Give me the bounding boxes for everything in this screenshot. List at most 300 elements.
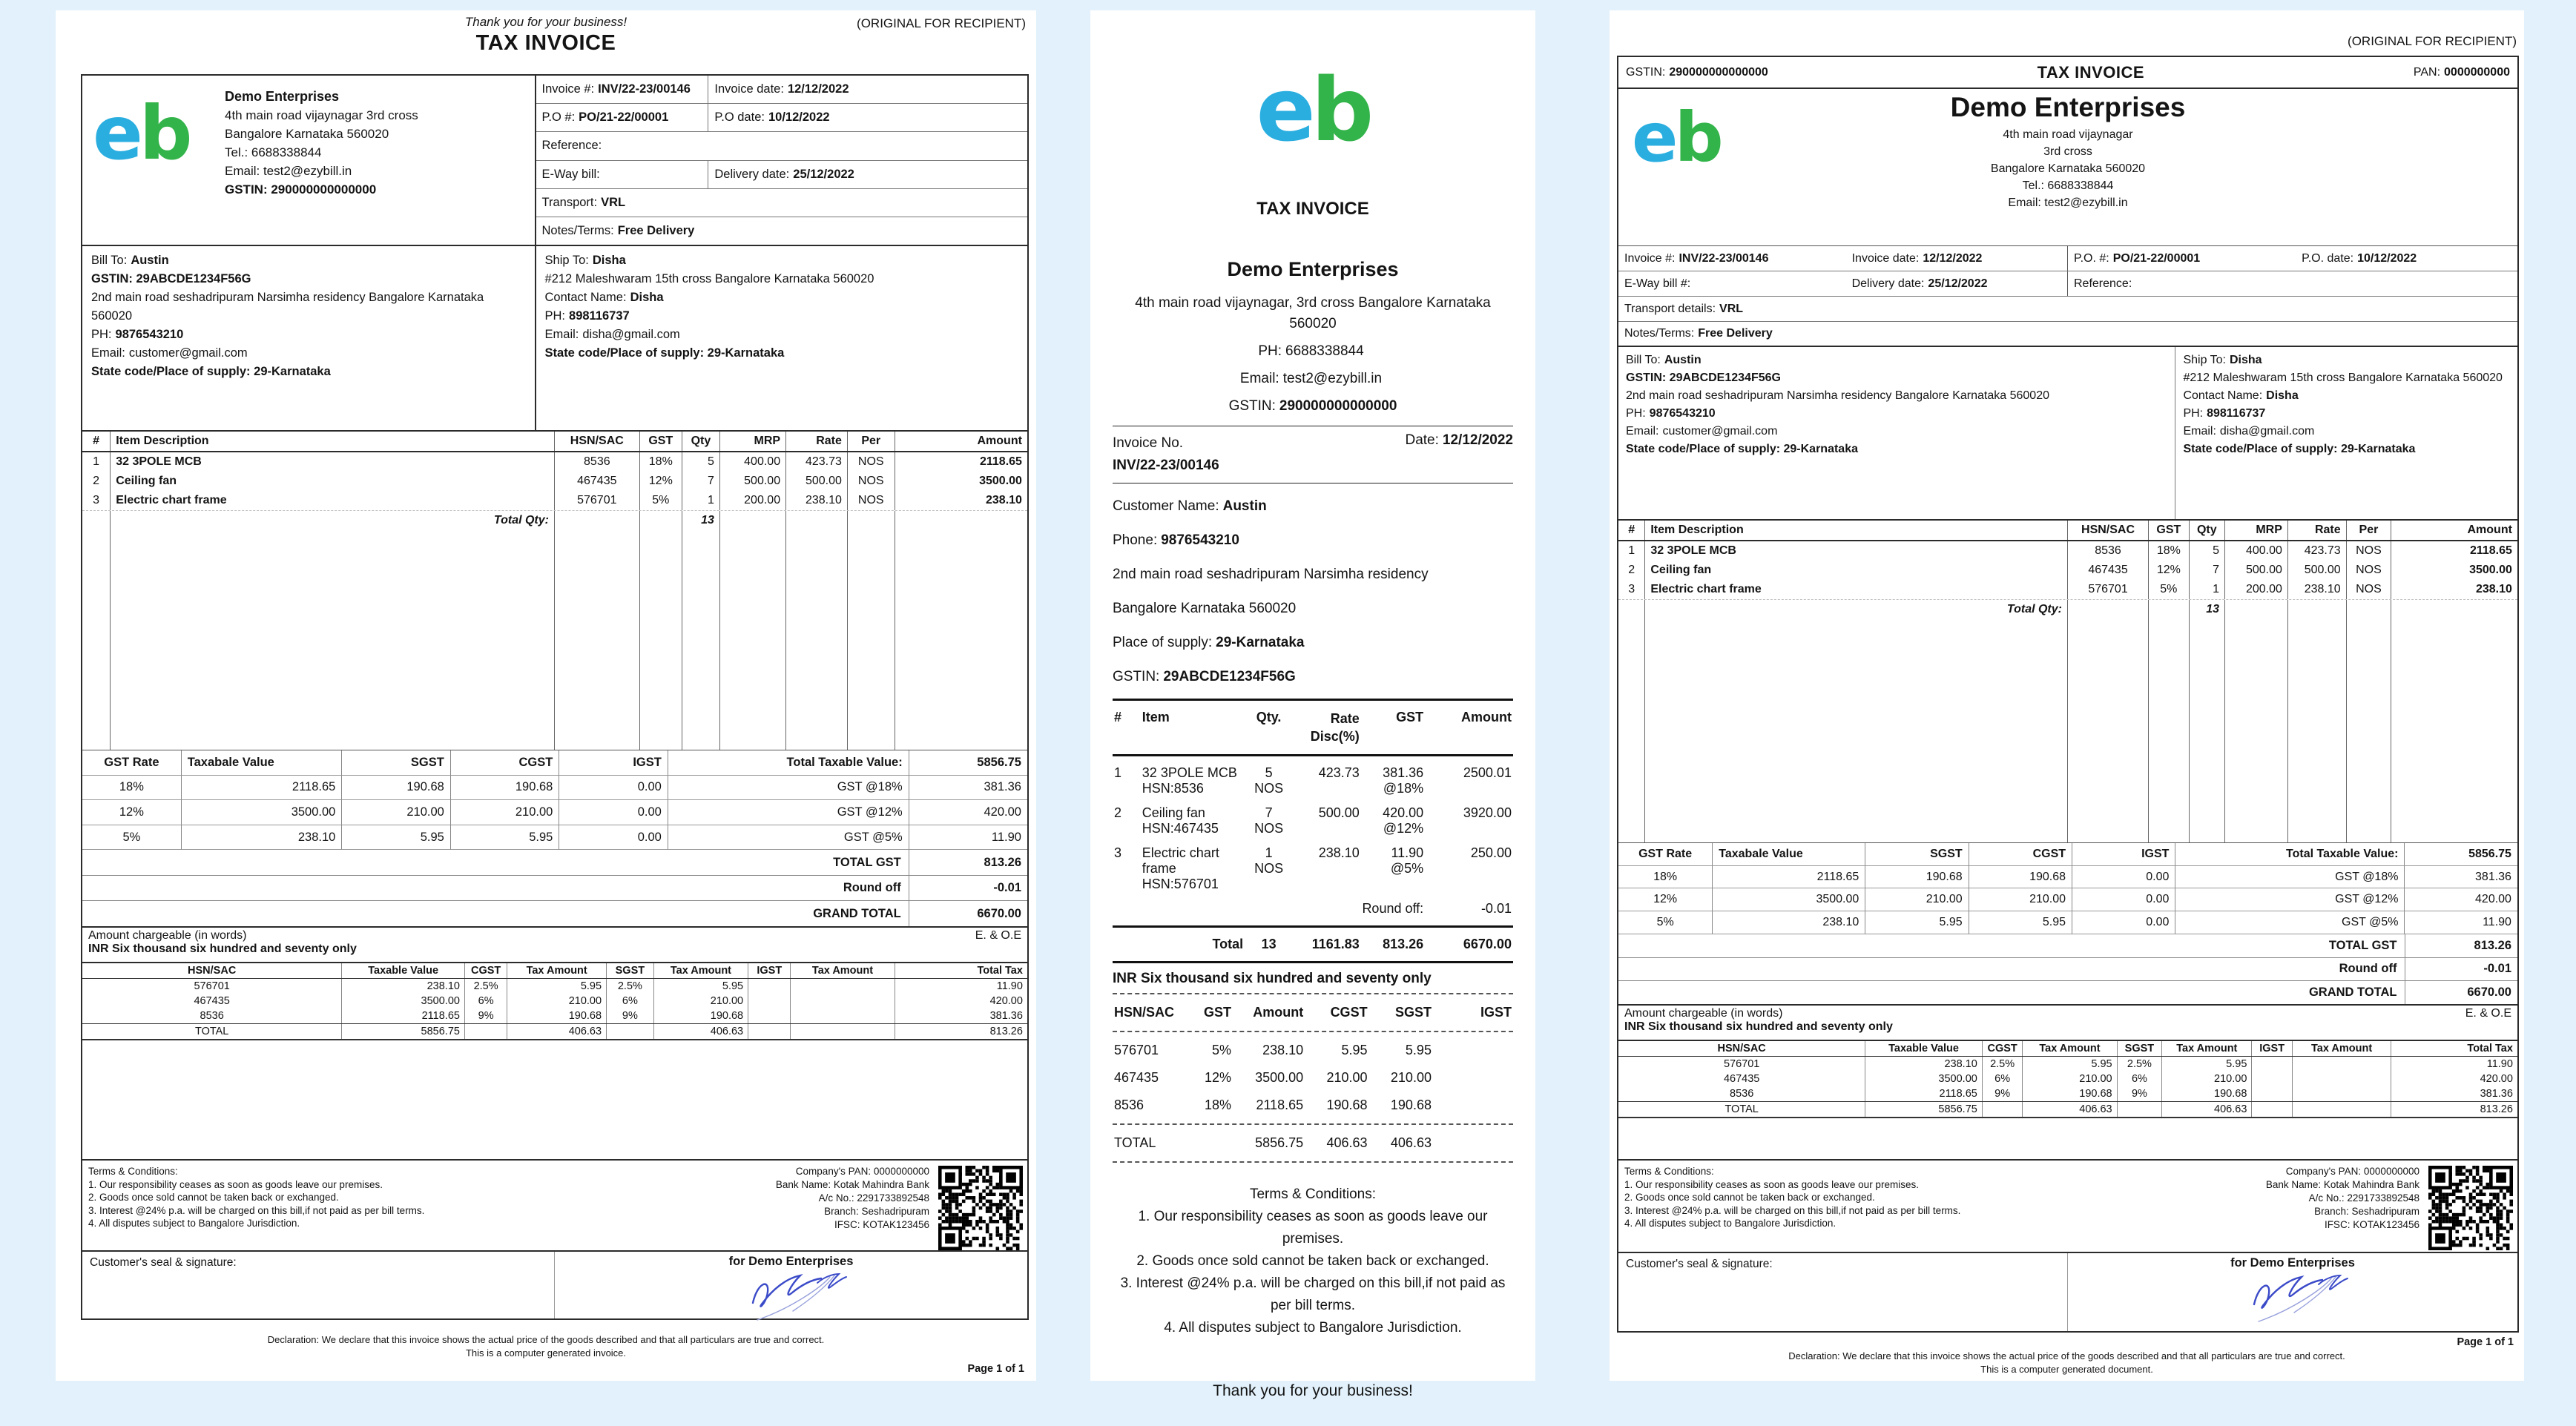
seller-details [225, 88, 418, 239]
invoice-meta [1618, 246, 2517, 347]
invoice-number-block [1113, 432, 1513, 477]
customer-seal-label: Customer's seal & signature: [1618, 1253, 2068, 1331]
page-number: Page 1 of 1 [967, 1363, 1024, 1375]
bill-to-gstin: GSTIN: 29ABCDE1234F56G [1626, 372, 1781, 384]
page-title: TAX INVOICE [475, 31, 616, 55]
col-header: # [1114, 710, 1122, 725]
col-header: GST [1396, 710, 1424, 725]
ship-to-phone: PH: 898116737 [2183, 407, 2266, 420]
col-header: Amount [2467, 524, 2512, 536]
bill-to-supply: State code/Place of supply: 29-Karnataka [1626, 443, 1858, 455]
total-qty-label: Total Qty: [111, 511, 555, 530]
invoice-border-box [81, 74, 1029, 1320]
item-desc: 32 3POLE MCB [111, 452, 555, 472]
col-header: SGST [1394, 1005, 1432, 1020]
receipt-tax-row: 467435 12% 3500.00 210.00 210.00 [1114, 1070, 1432, 1086]
bank-branch: Branch: Seshadripuram [824, 1206, 929, 1217]
item-hsn: 8536 [555, 452, 640, 472]
item-per: NOS [848, 472, 895, 491]
po-date: P.O. date: 10/12/2022 [2302, 251, 2417, 265]
item-rate: 500.00 [786, 472, 848, 491]
hsn-tax-table [82, 963, 1027, 1040]
col-header: IGST [559, 750, 668, 776]
col-header: Qty [682, 432, 720, 451]
col-header: Qty. [1256, 710, 1282, 725]
terms-block [1624, 1165, 2069, 1249]
item-desc: Ceiling fan [111, 472, 555, 491]
amount-words-value: INR Six thousand six hundred and seventy only [88, 943, 357, 955]
bill-to-supply: State code/Place of supply: 29-Karnataka [91, 365, 331, 378]
item-desc: 32 3POLE MCB HSN:8536 [1142, 765, 1237, 796]
col-header: Total Tax [977, 965, 1023, 977]
col-header: Rate Disc(%) [1310, 711, 1360, 745]
invoice-number: Invoice #: INV/22-23/00146 [1624, 251, 1769, 265]
signature-section [82, 1252, 1027, 1318]
customer-block [1113, 489, 1513, 694]
terms-line: 4. All disputes subject to Bangalore Jurisdiction. [88, 1218, 300, 1229]
transport: Transport details: VRL [1624, 302, 1744, 315]
item-row: 1 32 3POLE MCB 8536 18% 5 400.00 423.73 NOS 2118.65 [1618, 541, 2517, 561]
gst-summary-row: 18% 2118.65 190.68 190.68 0.00 GST @18% 381.36 [82, 776, 1027, 801]
place-of-supply: Place of supply: 29-Karnataka [1113, 635, 1305, 651]
gst-summary-header: GST Rate Taxabale Value SGST CGST IGST Total Taxable Value: 5856.75 [1618, 843, 2517, 866]
col-header: MRP [720, 432, 786, 451]
divider [1113, 1123, 1513, 1125]
invoice-page-receipt [1090, 10, 1535, 1400]
gst-rate-value: 381.36 [909, 776, 1027, 801]
amount-in-words-section [1618, 1006, 2517, 1041]
col-header: Rate [2288, 521, 2347, 540]
item-mrp: 200.00 [720, 491, 786, 510]
round-off-row: Round off -0.01 [82, 876, 1027, 902]
company-address-2: 3rd cross [2043, 145, 2092, 158]
col-header: Item [1142, 710, 1170, 725]
company-pan: PAN: 0000000000 [2413, 65, 2510, 79]
terms-bank-section [1618, 1159, 2517, 1253]
grand-total-row: GRAND TOTAL 6670.00 [1618, 981, 2517, 1004]
bill-to-block [82, 246, 536, 430]
total-gst-row: TOTAL GST 813.26 [82, 850, 1027, 876]
total-qty-row [82, 511, 1027, 530]
item-qty: 7 [682, 472, 720, 491]
meta-row [536, 76, 1027, 104]
total-qty-value: 13 [2190, 600, 2225, 619]
bank-account: A/c No.: 2291733892548 [2308, 1192, 2419, 1204]
col-header: GST Rate [82, 750, 182, 776]
terms-block [88, 1165, 556, 1247]
customer-seal-label: Customer's seal & signature: [82, 1252, 555, 1318]
item-no: 3 [82, 491, 111, 510]
bill-to-address: 2nd main road seshadripuram Narsimha residency Bangalore Karnataka 560020 [1626, 389, 2049, 402]
thanks-note: Thank you for your business! [1213, 1382, 1413, 1400]
ship-to-name: Ship To: Disha [2183, 354, 2262, 366]
page-title: TAX INVOICE [2037, 62, 2145, 82]
customer-phone: Phone: 9876543210 [1113, 532, 1239, 549]
items-header-row [1618, 521, 2517, 541]
meta-row [536, 189, 1027, 217]
empty-space [82, 1040, 1027, 1159]
total-qty-label: Total Qty: [1645, 600, 2068, 619]
bill-ship-section [1618, 347, 2517, 521]
invoice-number: Invoice #: INV/22-23/00146 [541, 82, 691, 96]
bill-to-phone: PH: 9876543210 [91, 328, 184, 341]
company-address: 4th main road vijaynagar, 3rd cross Bangalore Karnataka 560020 [1135, 295, 1491, 332]
divider [1113, 1161, 1513, 1163]
col-header: HSN/SAC [82, 963, 342, 978]
ship-to-contact: Contact Name: Disha [2183, 389, 2299, 402]
col-header: IGST [748, 963, 791, 978]
bill-to-address: 2nd main road seshadripuram Narsimha residency Bangalore Karnataka 560020 [91, 291, 484, 323]
notes-terms: Notes/Terms: Free Delivery [541, 223, 695, 237]
hsn-tax-table [1618, 1041, 2517, 1118]
item-amount: 3500.00 [979, 475, 1022, 487]
receipt-item-row: 2 Ceiling fan HSN:467435 7 NOS 500.00 420.00 @12% 3920.00 [1113, 801, 1513, 841]
hsn-row: 576701 238.10 2.5% 5.95 2.5% 5.95 11.90 [1618, 1057, 2517, 1072]
bill-to-email: Email: customer@gmail.com [1626, 425, 1778, 438]
company-email: Email: test2@ezybill.in [1239, 371, 1383, 387]
item-gst: 12% [640, 472, 682, 491]
gstin-pan-row [1618, 57, 2517, 89]
bank-details-block [2069, 1165, 2428, 1249]
qr-code [938, 1166, 1023, 1250]
total-gst-row: TOTAL GST 813.26 [1618, 934, 2517, 958]
gst-summary-section [82, 750, 1027, 928]
logo-letter-e: e [1256, 59, 1311, 161]
declaration: Declaration: We declare that this invoice shows the actual price of the goods described and that all particulars are true and correct. This is a computer generated invoice. [267, 1334, 825, 1359]
col-header: HSN/SAC [555, 432, 640, 451]
gst-rate-label: GST @12% [668, 800, 909, 825]
item-desc: Ceiling fan HSN:467435 [1142, 805, 1219, 836]
bill-to-name: Bill To: Austin [91, 254, 169, 267]
hsn-row: 467435 3500.00 6% 210.00 6% 210.00 420.00 [82, 994, 1027, 1009]
invoice-number-label: Invoice No. [1113, 435, 1184, 452]
bill-to-block [1618, 347, 2175, 519]
bill-to-name: Bill To: Austin [1626, 354, 1702, 366]
delivery-date: Delivery date: 25/12/2022 [1851, 277, 1988, 290]
col-header: Per [2347, 521, 2392, 540]
terms-line: 4. All disputes subject to Bangalore Jurisdiction. [1624, 1218, 1837, 1229]
item-row [82, 491, 1027, 511]
bank-branch: Branch: Seshadripuram [2314, 1206, 2419, 1217]
gst-summary-row: 12% 3500.00 210.00 210.00 0.00 GST @12% 420.00 [1618, 888, 2517, 911]
meta-row [536, 161, 1027, 189]
gst-summary-row: 18% 2118.65 190.68 190.68 0.00 GST @18% 381.36 [1618, 866, 2517, 889]
item-row: 3 Electric chart frame 576701 5% 1 200.00 238.10 NOS 238.10 [1618, 580, 2517, 600]
total-qty-value: 13 [682, 511, 720, 530]
hsn-header-row [82, 963, 1027, 979]
gst-rate-label: GST @18% [668, 776, 909, 801]
invoice-meta [536, 76, 1027, 245]
item-per: NOS [848, 491, 895, 510]
logo-letter-e: e [93, 90, 139, 176]
col-header: Amount [1253, 1005, 1304, 1020]
col-header: Tax Amount [507, 963, 607, 978]
col-header: Item Description [1645, 521, 2068, 540]
total-taxable-label: Total Taxable Value: [668, 750, 909, 776]
company-address-1: 4th main road vijaynagar [2003, 128, 2133, 141]
bank-account: A/c No.: 2291733892548 [818, 1192, 929, 1204]
item-qty: 1 [682, 491, 720, 510]
gst-summary-header [82, 750, 1027, 776]
bill-to-gstin: GSTIN: 29ABCDE1234F56G [91, 272, 251, 285]
original-for-recipient: (ORIGINAL FOR RECIPIENT) [2348, 34, 2517, 48]
col-header: MRP [2225, 521, 2288, 540]
hsn-row: 8536 2118.65 9% 190.68 9% 190.68 381.36 [82, 1009, 1027, 1023]
hsn-row: 467435 3500.00 6% 210.00 6% 210.00 420.00 [1618, 1072, 2517, 1086]
ship-to-email: Email: disha@gmail.com [2183, 425, 2315, 438]
customer-name: Customer Name: Austin [1113, 498, 1267, 515]
hsn-row: 576701 238.10 2.5% 5.95 2.5% 5.95 11.90 [82, 979, 1027, 994]
page-title: TAX INVOICE [1256, 199, 1369, 219]
col-header: Amount [1460, 710, 1512, 725]
grand-total-row: GRAND TOTAL 6670.00 [82, 901, 1027, 926]
invoice-date: Date: 12/12/2022 [1405, 432, 1513, 449]
invoice-page-a4-right [1610, 10, 2524, 1381]
left-header [56, 10, 1036, 74]
round-off-label: Round off: [1362, 901, 1424, 917]
terms-line: 3. Interest @24% p.a. will be charged on this bill,if not paid as per bill terms. [1624, 1204, 1961, 1216]
seller-meta-section [82, 76, 1027, 246]
col-header: Tax Amount [791, 963, 895, 978]
col-header: Amount [977, 435, 1022, 447]
receipt-tax-row: 8536 18% 2118.65 190.68 190.68 [1114, 1097, 1432, 1113]
invoice-border-box [1617, 56, 2519, 1333]
signature-image [747, 1270, 858, 1321]
receipt-total-row: Total 13 1161.83 813.26 6670.00 [1212, 937, 1512, 952]
eb-logo [1632, 98, 1721, 177]
col-header: HSN/SAC [2068, 521, 2149, 540]
terms-bank-section [82, 1159, 1027, 1252]
amount-words-label: Amount chargeable (in words) [1624, 1007, 1783, 1020]
receipt-tax-total-row: TOTAL 5856.75 406.63 406.63 [1114, 1135, 1432, 1151]
round-off-row [1113, 897, 1513, 921]
reference: Reference: [2074, 277, 2132, 290]
invoice-date: Invoice date: 12/12/2022 [1851, 251, 1983, 265]
for-company-label: for Demo Enterprises [728, 1255, 854, 1268]
reference: Reference: [541, 139, 602, 153]
ship-to-address: #212 Maleshwaram 15th cross Bangalore Karnataka 560020 [2183, 372, 2503, 384]
original-for-recipient: (ORIGINAL FOR RECIPIENT) [857, 16, 1026, 30]
seller-block [1618, 89, 2517, 246]
for-company-label: for Demo Enterprises [2230, 1256, 2355, 1270]
company-address-2: Bangalore Karnataka 560020 [225, 127, 389, 141]
divider [1113, 925, 1513, 928]
terms-title: Terms & Conditions: [88, 1166, 178, 1177]
bank-details-block [556, 1165, 938, 1247]
signature-image [2248, 1271, 2359, 1323]
item-desc: Electric chart frame HSN:576701 [1142, 845, 1219, 892]
empty-space [1618, 1118, 2517, 1159]
receipt-tax-header [1113, 999, 1513, 1026]
eoe-note: E. & O.E [975, 929, 1021, 942]
po-number: P.O #: PO/21-22/00001 [541, 110, 669, 125]
col-header: # [1618, 521, 1645, 540]
company-tel: Tel.: 6688338844 [225, 145, 322, 159]
meta-row [536, 104, 1027, 132]
amount-words-value: INR Six thousand six hundred and seventy only [1113, 971, 1432, 987]
item-row [82, 472, 1027, 491]
ship-to-phone: PH: 898116737 [544, 309, 630, 323]
item-mrp: 500.00 [720, 472, 786, 491]
bill-to-phone: PH: 9876543210 [1626, 407, 1716, 420]
divider [1113, 699, 1513, 701]
col-header: Tax Amount [654, 963, 748, 978]
item-no: 1 [82, 452, 111, 472]
terms-line: 1. Our responsibility ceases as soon as goods leave our premises. [1138, 1209, 1488, 1247]
meta-row [536, 217, 1027, 245]
company-name: Demo Enterprises [1227, 258, 1399, 281]
company-phone: PH: 6688338844 [1258, 343, 1364, 360]
ship-to-block [536, 246, 1027, 430]
terms-line: 1. Our responsibility ceases as soon as goods leave our premises. [1624, 1178, 1919, 1190]
meta-row [536, 132, 1027, 160]
thanks-note: Thank you for your business! [464, 15, 627, 29]
terms-line: 3. Interest @24% p.a. will be charged on this bill,if not paid as per bill terms. [1120, 1275, 1506, 1314]
eway-bill: E-Way bill #: [1624, 277, 1691, 290]
eoe-note: E. & O.E [2465, 1007, 2511, 1020]
item-gst: 18% [640, 452, 682, 472]
seller-block [82, 76, 536, 245]
invoice-number: INV/22-23/00146 [1113, 458, 1219, 474]
amount-in-words-section [82, 928, 1027, 963]
company-email: Email: test2@ezybill.in [2008, 197, 2128, 209]
bank-ifsc: IFSC: KOTAK123456 [2324, 1219, 2419, 1230]
terms-line: 1. Our responsibility ceases as soon as goods leave our premises. [88, 1178, 383, 1190]
divider [1113, 1031, 1513, 1032]
logo-letter-b: b [139, 90, 189, 176]
gst-summary-row: 12% 3500.00 210.00 210.00 0.00 GST @12% 420.00 [82, 800, 1027, 825]
qr-code [2428, 1166, 2513, 1250]
ship-to-supply: State code/Place of supply: 29-Karnataka [2183, 443, 2416, 455]
amount-words-value: INR Six thousand six hundred and seventy only [1624, 1020, 1893, 1033]
gst-rate-value: 420.00 [909, 800, 1027, 825]
item-hsn: 576701 [555, 491, 640, 510]
item-rate: 238.10 [786, 491, 848, 510]
item-row: 2 Ceiling fan 467435 12% 7 500.00 500.00 NOS 3500.00 [1618, 561, 2517, 580]
amount-words-label: Amount chargeable (in words) [88, 929, 247, 942]
col-header: Qty [2190, 521, 2225, 540]
company-signature-block [555, 1252, 1027, 1318]
receipt-tax-row: 576701 5% 238.10 5.95 5.95 [1114, 1043, 1432, 1058]
col-header: Item Description [111, 432, 555, 451]
company-address-3: Bangalore Karnataka 560020 [1990, 162, 2146, 175]
terms-line: 2. Goods once sold cannot be taken back or exchanged. [1136, 1253, 1489, 1270]
bank-ifsc: IFSC: KOTAK123456 [834, 1219, 929, 1230]
item-rate: 423.73 [786, 452, 848, 472]
items-header-row [82, 432, 1027, 452]
customer-gstin: GSTIN: 29ABCDE1234F56G [1113, 669, 1296, 685]
meta-row [1618, 297, 2517, 322]
eb-logo [93, 90, 220, 239]
customer-address-1: 2nd main road seshadripuram Narsimha residency [1113, 567, 1429, 583]
col-header: CGST [1330, 1005, 1368, 1020]
bill-to-email: Email: customer@gmail.com [91, 346, 248, 360]
terms-line: 3. Interest @24% p.a. will be charged on this bill,if not paid as per bill terms. [88, 1204, 425, 1216]
company-address-1: 4th main road vijaynagar 3rd cross [225, 108, 418, 122]
logo-letter-e: e [1632, 98, 1675, 177]
company-gstin: GSTIN: 290000000000000 [225, 182, 377, 197]
ship-to-block [2175, 347, 2517, 519]
items-table [1618, 521, 2517, 843]
col-header: HSN/SAC [1114, 1005, 1175, 1020]
logo-letter-b: b [1674, 98, 1721, 177]
ship-to-email: Email: disha@gmail.com [544, 328, 680, 341]
receipt-item-row: 3 Electric chart frame HSN:576701 1 NOS 238.10 11.90 @5% 250.00 [1113, 841, 1513, 897]
terms-line: 4. All disputes subject to Bangalore Jurisdiction. [1164, 1320, 1462, 1336]
hsn-row: 8536 2118.65 9% 190.68 9% 190.68 381.36 [1618, 1086, 2517, 1101]
ship-to-supply: State code/Place of supply: 29-Karnataka [544, 346, 785, 360]
col-header: Taxabale Value [182, 750, 343, 776]
item-per: NOS [848, 452, 895, 472]
company-email: Email: test2@ezybill.in [225, 164, 352, 178]
item-mrp: 400.00 [720, 452, 786, 472]
notes-terms: Notes/Terms: Free Delivery [1624, 327, 1773, 340]
po-date: P.O date: 10/12/2022 [708, 104, 1027, 131]
items-filler [1618, 619, 2517, 842]
gst-summary-row: 5% 238.10 5.95 5.95 0.00 GST @5% 11.90 [82, 825, 1027, 851]
receipt-items-header [1113, 705, 1513, 750]
bank-name: Bank Name: Kotak Mahindra Bank [775, 1179, 929, 1190]
declaration: Declaration: We declare that this invoice shows the actual price of the goods described and that all particulars are true and correct. This is a computer generated document. [1788, 1350, 2345, 1375]
terms-block [1113, 1184, 1513, 1339]
item-desc: Electric chart frame [111, 491, 555, 510]
total-qty-row [1618, 600, 2517, 619]
eb-logo [1113, 59, 1513, 161]
ship-to-name: Ship To: Disha [544, 254, 626, 267]
items-filler [82, 530, 1027, 750]
company-signature-block [2068, 1253, 2517, 1331]
item-qty: 5 [682, 452, 720, 472]
hsn-header-row: HSN/SAC Taxable Value CGST Tax Amount SGST Tax Amount IGST Tax Amount Total Tax [1618, 1041, 2517, 1057]
transport: Transport: VRL [541, 195, 626, 209]
col-header: CGST [465, 963, 507, 978]
items-table [82, 432, 1027, 750]
meta-row [1618, 246, 2517, 271]
meta-row [1618, 271, 2517, 297]
company-gstin: GSTIN: 290000000000000 [1626, 65, 1768, 79]
bill-ship-section [82, 246, 1027, 432]
gst-rate-value: 11.90 [909, 825, 1027, 851]
delivery-date: Delivery date: 25/12/2022 [708, 161, 1027, 188]
round-off-row: Round off -0.01 [1618, 958, 2517, 982]
col-header: CGST [451, 750, 560, 776]
gst-rate-label: GST @5% [668, 825, 909, 851]
gst-summary-row: 5% 238.10 5.95 5.95 0.00 GST @5% 11.90 [1618, 911, 2517, 934]
terms-line: 2. Goods once sold cannot be taken back or exchanged. [1624, 1192, 1875, 1203]
terms-line: 2. Goods once sold cannot be taken back or exchanged. [88, 1192, 339, 1203]
receipt-item-row: 1 32 3POLE MCB HSN:8536 5 NOS 423.73 381.36 @18% 2500.01 [1113, 761, 1513, 801]
col-header: SGST [607, 963, 654, 978]
ship-to-address: #212 Maleshwaram 15th cross Bangalore Karnataka 560020 [544, 272, 874, 285]
total-taxable-value: 5856.75 [909, 750, 1027, 776]
company-pan: Company's PAN: 0000000000 [2285, 1166, 2419, 1177]
terms-title: Terms & Conditions: [1624, 1166, 1714, 1177]
col-header: Rate [786, 432, 848, 451]
gst-summ [1618, 843, 2517, 1006]
item-amount: 238.10 [986, 494, 1022, 506]
page-number: Page 1 of 1 [2457, 1336, 2514, 1348]
col-header: GST [2149, 521, 2190, 540]
company-name: Demo Enterprises [1950, 92, 2186, 122]
signature-section [1618, 1253, 2517, 1331]
col-header: SGST [342, 750, 451, 776]
divider [1113, 961, 1513, 963]
item-no: 2 [82, 472, 111, 491]
customer-address-2: Bangalore Karnataka 560020 [1113, 601, 1297, 617]
company-pan: Company's PAN: 0000000000 [795, 1166, 929, 1177]
divider [1113, 993, 1513, 994]
po-number: P.O. #: PO/21-22/00001 [2074, 251, 2201, 265]
